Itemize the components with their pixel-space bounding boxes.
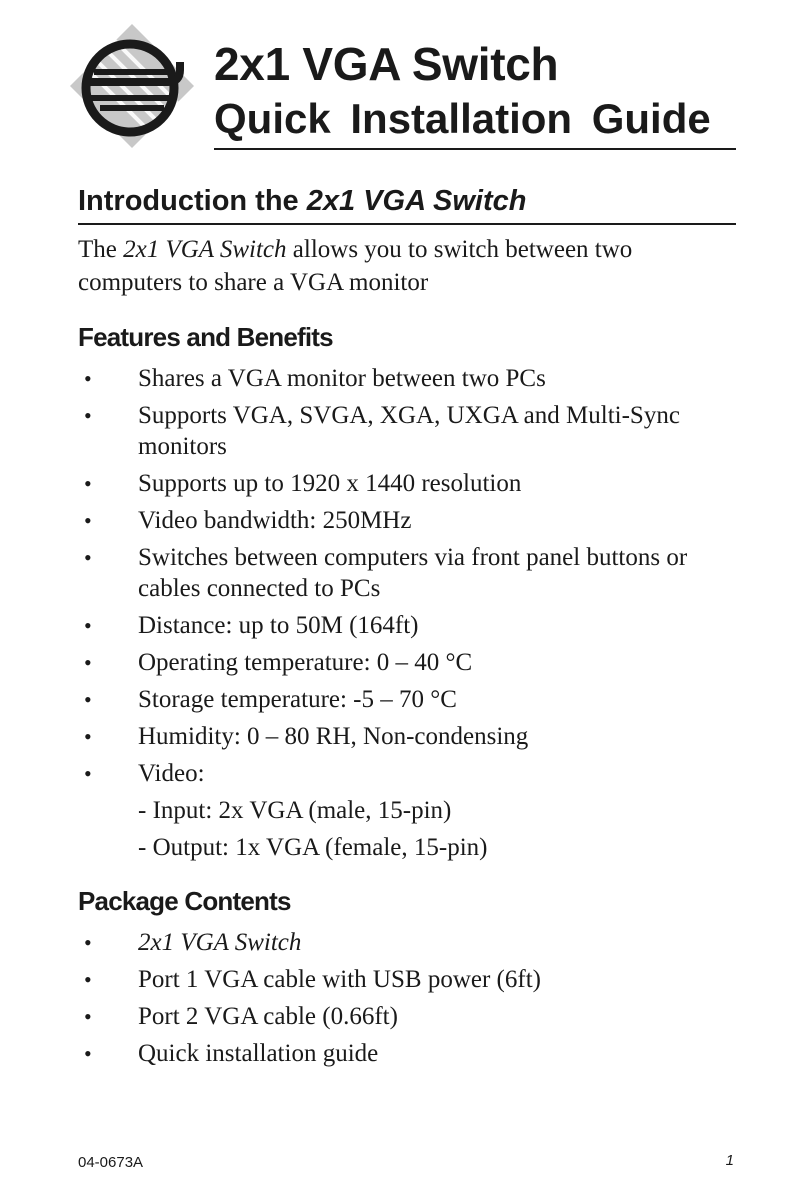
bullet-icon: •	[84, 366, 92, 391]
package-list	[78, 927, 736, 1069]
list-item: • Supports up to 1920 x 1440 resolution	[84, 470, 522, 497]
intro-body-product: 2x1 VGA Switch	[123, 236, 287, 263]
bullet-icon: •	[84, 761, 92, 786]
bullet-icon: •	[84, 471, 92, 496]
bullet-icon: •	[84, 687, 92, 712]
document-code: 04-0673A	[78, 1154, 144, 1171]
intro-heading	[78, 180, 736, 225]
title-line-product: 2x1 VGA Switch	[214, 38, 559, 90]
features-heading: Features and Benefits	[78, 322, 333, 352]
page-title	[214, 36, 736, 146]
list-item-video: • Video: - Input: 2x VGA (male, 15-pin) - Output: 1x VGA (female, 15-pin)	[78, 758, 736, 863]
list-item: • Quick installation guide	[84, 1040, 379, 1067]
video-input-item: - Input: 2x VGA (male, 15-pin)	[138, 797, 452, 824]
intro-heading-prefix: Introduction the	[78, 185, 299, 217]
bullet-icon: •	[84, 508, 92, 533]
bullet-icon: •	[84, 1041, 92, 1066]
document-body	[78, 180, 736, 1075]
list-item: • 2x1 VGA Switch	[84, 929, 302, 956]
list-item: • Supports VGA, SVGA, XGA, UXGA and Multi-Sync monitors	[84, 402, 680, 460]
bullet-icon: •	[84, 650, 92, 675]
video-output-item: - Output: 1x VGA (female, 15-pin)	[138, 834, 488, 861]
title-line-guide: Quick Installation Guide	[214, 95, 711, 142]
list-item: • Port 1 VGA cable with USB power (6ft)	[84, 966, 541, 993]
brand-logo	[68, 22, 196, 150]
bullet-icon: •	[84, 403, 92, 428]
intro-body-rest: allows you to switch between two computers to share a VGA monitor	[78, 236, 633, 296]
bullet-icon: •	[84, 967, 92, 992]
bullet-icon: •	[84, 613, 92, 638]
intro-heading-product: 2x1 VGA Switch	[306, 185, 527, 217]
list-item: • Video bandwidth: 250MHz	[84, 507, 412, 534]
list-item: • Switches between computers via front panel buttons or cables connected to PCs	[84, 544, 688, 602]
list-item: • Shares a VGA monitor between two PCs	[84, 365, 546, 392]
features-list	[78, 363, 736, 863]
title-divider	[214, 148, 736, 150]
package-heading: Package Contents	[78, 886, 291, 916]
list-item: • Distance: up to 50M (164ft)	[84, 612, 419, 639]
bullet-icon: •	[84, 724, 92, 749]
bullet-icon: •	[84, 545, 92, 570]
page-number: 1	[725, 1152, 734, 1169]
intro-body-prefix: The	[78, 236, 117, 263]
video-sublist	[138, 795, 736, 863]
bullet-icon: •	[84, 1004, 92, 1029]
list-item: • Operating temperature: 0 – 40 °C	[84, 649, 473, 676]
intro-paragraph	[78, 233, 736, 299]
list-item: • Storage temperature: -5 – 70 °C	[84, 686, 457, 713]
list-item: • Port 2 VGA cable (0.66ft)	[84, 1003, 398, 1030]
list-item: • Humidity: 0 – 80 RH, Non-condensing	[84, 723, 529, 750]
bullet-icon: •	[84, 930, 92, 955]
